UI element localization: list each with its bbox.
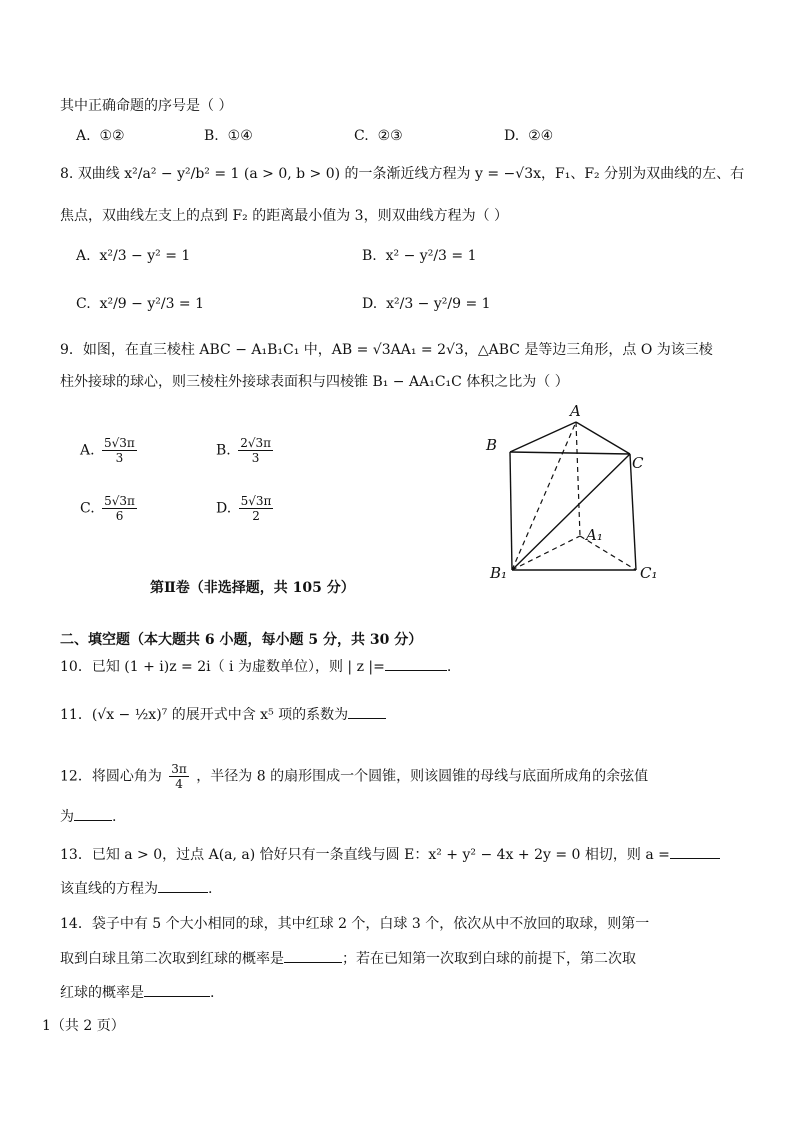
edge-b1a1 (512, 536, 580, 570)
answer-blank (144, 982, 210, 997)
q13-line-1: 13．已知 a > 0，过点 A(a, a) 恰好只有一条直线与圆 E：x² + y² − 4x + 2y = 0 相切，则 a = (60, 844, 764, 865)
q7-option-c: C. ②③ (354, 128, 403, 144)
q12-line-2: 为 . (60, 806, 764, 827)
edge-bc (510, 452, 630, 454)
q11-expression: (√x − ½x)⁷ (91, 707, 168, 723)
q9-line-2: 柱外接球的球心，则三棱柱外接球表面积与四棱锥 B₁ − AA₁C₁C 体积之比为（ ） (60, 374, 569, 390)
edge-ba (510, 422, 576, 452)
q9-line-1: 9．如图，在直三棱柱 ABC − A₁B₁C₁ 中，AB = √3AA₁ = 2√3，△ABC 是等边三角形，点 O 为该三棱 (60, 342, 713, 358)
q14-line-2: 取到白球且第二次取到红球的概率是 ；若在已知第一次取到白球的前提下，第二次取 (60, 948, 764, 969)
label-c: C (632, 454, 644, 472)
answer-blank (348, 704, 386, 719)
q9-option-d: D. $\frac{5√3\pi}{2}$ (216, 494, 272, 523)
edge-aa1 (576, 422, 580, 536)
q11: 11．(√x − ½x)⁷ 的展开式中含 x⁵ 项的系数为 (60, 704, 764, 725)
q7-option-a: A. ①② (76, 128, 125, 144)
label-a1: A₁ (586, 526, 603, 544)
edge-ac (576, 422, 630, 454)
answer-blank (74, 806, 112, 821)
q9-option-c: C. $\frac{5√3\pi}{6}$ (80, 494, 135, 523)
q9-option-a: A. $\frac{5√3\pi}{3}$ (80, 436, 135, 465)
q10: 10．已知 (1 + i)z = 2i（ i 为虚数单位），则 | z |= . (60, 656, 764, 677)
label-c1: C₁ (640, 564, 658, 582)
q8-main-equation: x²/a² − y²/b² = 1 (124, 166, 240, 182)
answer-blank (158, 878, 208, 893)
q7-stem: 其中正确命题的序号是（ ） (60, 98, 233, 114)
q8-option-a: A. x²/3 − y² = 1 (76, 248, 191, 264)
q8-line-1: 8. 双曲线 x²/a² − y²/b² = 1 (a > 0, b > 0) 的一条渐近线方程为 y = −√3x，F₁、F₂ 分别为双曲线的左、右 (60, 166, 745, 182)
q8-option-d: D. x²/3 − y²/9 = 1 (362, 296, 491, 312)
q7-option-b: B. ①④ (204, 128, 253, 144)
answer-blank (284, 948, 342, 963)
q13-line-2: 该直线的方程为 . (60, 878, 764, 899)
edge-b1c (512, 454, 630, 570)
edge-b1a (512, 422, 576, 570)
section2-title: 二、填空题（本大题共 6 小题，每小题 5 分，共 30 分） (60, 632, 423, 648)
q9-option-b: B. $\frac{2√3\pi}{3}$ (216, 436, 272, 465)
label-a: A (570, 402, 581, 420)
q8-option-c: C. x²/9 − y²/3 = 1 (76, 296, 205, 312)
answer-blank (385, 656, 447, 671)
edge-bb1 (510, 452, 512, 570)
part2-title: 第Ⅱ卷（非选择题，共 105 分） (150, 580, 355, 596)
answer-blank (670, 844, 720, 859)
prism-figure (480, 402, 680, 592)
q14-line-1: 14．袋子中有 5 个大小相同的球，其中红球 2 个，白球 3 个，依次从中不放回的取球，则第一 (60, 916, 650, 932)
q7-option-d: D. ②④ (504, 128, 554, 144)
q8-line-2: 焦点，双曲线左支上的点到 F₂ 的距离最小值为 3，则双曲线方程为（ ） (60, 208, 509, 224)
q12-line-1: 12．将圆心角为 $\frac{3\pi}{4}$ ，半径为 8 的扇形围成一个圆锥，则该圆锥的母线与底面所成角的余弦值 (60, 762, 649, 791)
q14-line-3: 红球的概率是 . (60, 982, 764, 1003)
label-b1: B₁ (490, 564, 508, 582)
page-footer: 1（共 2 页） (42, 1018, 125, 1034)
label-b: B (486, 436, 498, 454)
q8-option-b: B. x² − y²/3 = 1 (362, 248, 477, 264)
